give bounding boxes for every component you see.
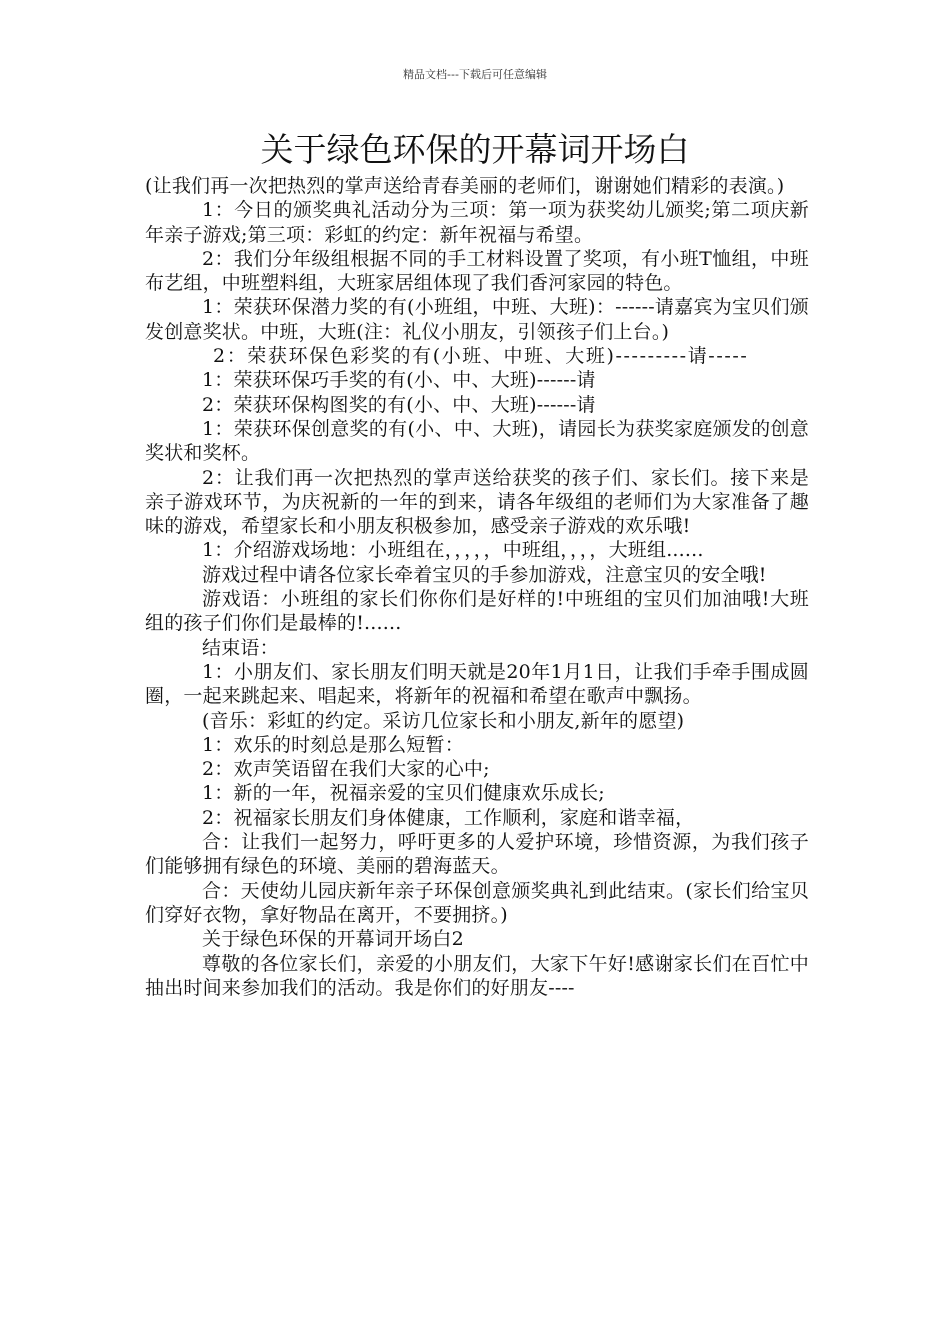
paragraph: 2：欢声笑语留在我们大家的心中; bbox=[202, 758, 490, 781]
paragraph: 2：荣获环保构图奖的有(小、中、大班)------请 bbox=[202, 393, 596, 416]
paragraph: 2：让我们再一次把热烈的掌声送给获奖的孩子们、家长们。接下来是亲子游戏环节，为庆祝新的一年的到来，请各年级组的老师们为大家准备了趣味的游戏，希望家长和小朋友积极参加，感受亲子游戏的欢乐哦! bbox=[145, 466, 809, 538]
paragraph: 合：天使幼儿园庆新年亲子环保创意颁奖典礼到此结束。(家长们给宝贝们穿好衣物，拿好物品在离开，不要拥挤。) bbox=[145, 879, 809, 926]
paragraph: 2：祝福家长朋友们身体健康，工作顺利，家庭和谐幸福， bbox=[202, 806, 695, 829]
section-subtitle: 关于绿色环保的开幕词开场白2 bbox=[202, 928, 464, 951]
paragraph: 1：荣获环保创意奖的有(小、中、大班)，请园长为获奖家庭颁发的创意奖状和奖杯。 bbox=[145, 417, 809, 465]
paragraph: 1：荣获环保巧手奖的有(小、中、大班)------请 bbox=[202, 369, 596, 392]
paragraph: (音乐：彩虹的约定。采访几位家长和小朋友,新年的愿望) bbox=[202, 709, 685, 732]
paragraph: 1：新的一年，祝福亲爱的宝贝们健康欢乐成长; bbox=[202, 782, 605, 805]
paragraph: 1：欢乐的时刻总是那么短暂： bbox=[202, 733, 464, 756]
paragraph: 结束语： bbox=[202, 636, 279, 659]
paragraph: 2：我们分年级组根据不同的手工材料设置了奖项，有小班T恤组，中班布艺组，中班塑料组，大班家居组体现了我们香河家园的特色。 bbox=[145, 247, 809, 295]
paragraph: 合：让我们一起努力，呼吁更多的人爱护环境，珍惜资源，为我们孩子们能够拥有绿色的环境、美丽的碧海蓝天。 bbox=[145, 831, 809, 878]
paragraph: 1：荣获环保潜力奖的有(小班组，中班、大班)：------请嘉宾为宝贝们颁发创意奖状。中班，大班(注：礼仪小朋友，引领孩子们上台。) bbox=[145, 296, 809, 343]
paragraph: 1：介绍游戏场地：小班组在，，，，，中班组，，，，大班组...... bbox=[202, 539, 704, 562]
paragraph: 2：荣获环保色彩奖的有(小班、中班、大班)---------请----- bbox=[213, 345, 749, 368]
paragraph: 游戏语：小班组的家长们你你们是好样的!中班组的宝贝们加油哦!大班组的孩子们你们是最棒的!...... bbox=[145, 588, 809, 635]
paragraph: (让我们再一次把热烈的掌声送给青春美丽的老师们，谢谢她们精彩的表演。) bbox=[145, 175, 785, 197]
document-body bbox=[145, 174, 809, 1000]
paragraph: 游戏过程中请各位家长牵着宝贝的手参加游戏，注意宝贝的安全哦! bbox=[202, 563, 767, 586]
paragraph: 尊敬的各位家长们，亲爱的小朋友们，大家下午好!感谢家长们在百忙中抽出时间来参加我们的活动。我是你们的好朋友---- bbox=[145, 952, 809, 999]
document-title: 关于绿色环保的开幕词开场白 bbox=[260, 130, 690, 169]
paragraph: 1：小朋友们、家长朋友们明天就是20年1月1日，让我们手牵手围成圆圈，一起来跳起来、唱起来，将新年的祝福和希望在歌声中飘扬。 bbox=[145, 660, 809, 708]
page-header-note: 精品文档---下载后可任意编辑 bbox=[403, 68, 547, 81]
paragraph: 1：今日的颁奖典礼活动分为三项：第一项为获奖幼儿颁奖;第二项庆新年亲子游戏;第三项：彩虹的约定：新年祝福与希望。 bbox=[145, 199, 809, 246]
